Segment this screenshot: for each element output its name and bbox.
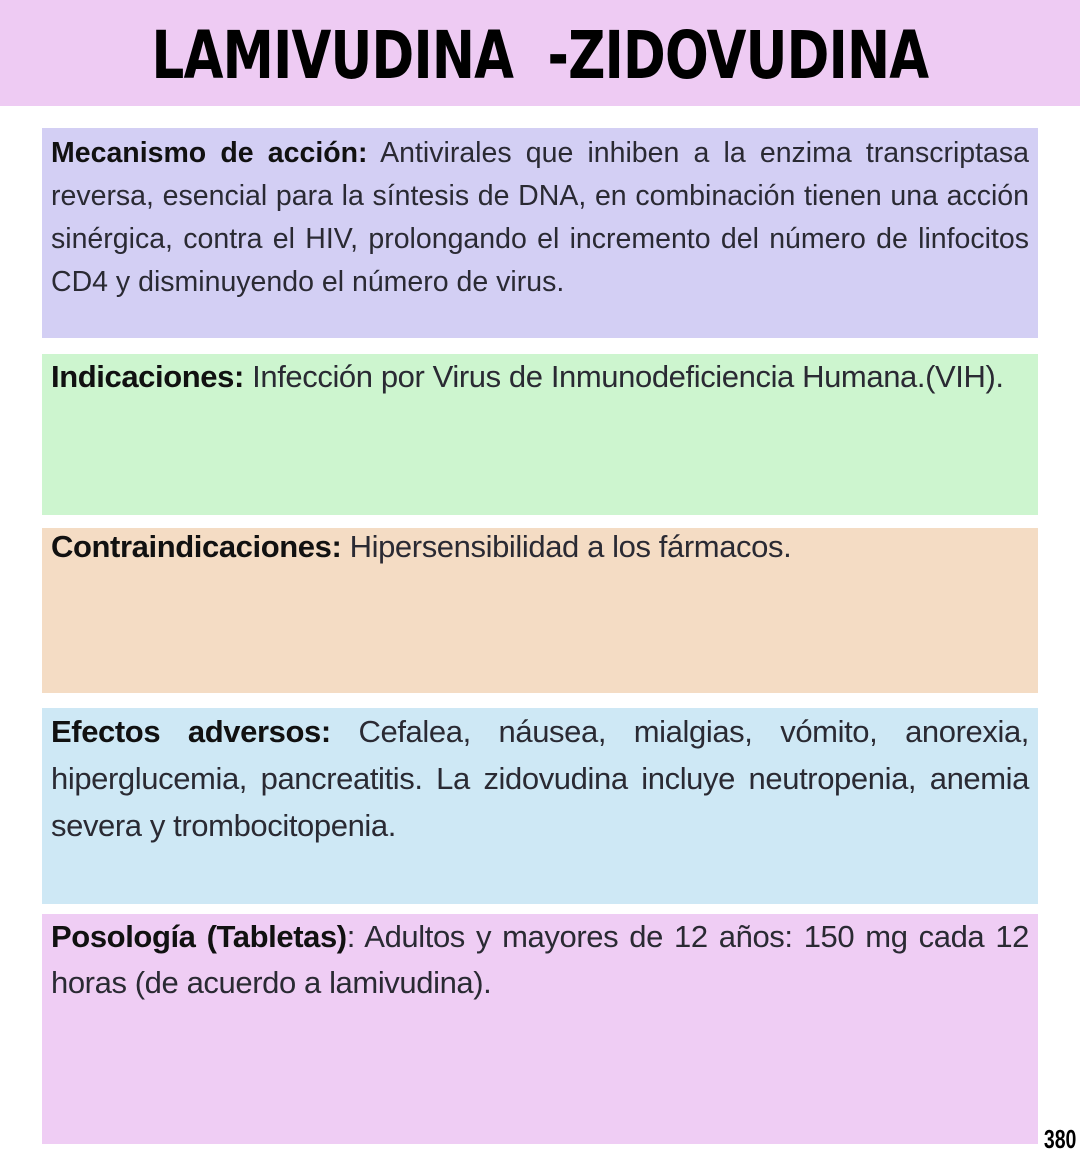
section-efectos-adversos xyxy=(42,708,1038,904)
page-number: 380 xyxy=(1043,1124,1076,1154)
page-title: LAMIVUDINA -ZIDOVUDINA xyxy=(151,16,929,94)
section-text: Infección por Virus de Inmunodeficiencia Humana.(VIH). xyxy=(243,359,1004,394)
section-indicaciones xyxy=(42,354,1038,515)
section-label: Indicaciones: xyxy=(51,359,244,394)
section-label: Posología (Tabletas) xyxy=(51,919,347,954)
title-banner xyxy=(0,0,1080,106)
section-contraindicaciones xyxy=(42,528,1038,693)
section-label: Contraindicaciones: xyxy=(51,529,342,564)
section-text: Hipersensibilidad a los fármacos. xyxy=(341,529,792,564)
section-label: Mecanismo de acción: xyxy=(51,137,368,169)
section-text: : Adultos y mayores de 12 años: 150 mg cada 12 horas (de acuerdo a lamivudina). xyxy=(51,919,1029,1000)
section-label: Efectos adversos: xyxy=(51,714,331,749)
section-text: Antivirales que inhiben a la enzima transcriptasa reversa, esencial para la síntesis de DNA, en combinación tienen una acción sinérgica, contra el HIV, prolongando el incremento del número de linfocitos CD4 y disminuyendo el número de virus. xyxy=(51,137,1030,298)
section-text: Cefalea, náusea, mialgias, vómito, anorexia, hiperglucemia, pancreatitis. La zidovudina incluye neutropenia, anemia severa y trombocitopenia. xyxy=(51,714,1029,843)
section-posologia xyxy=(42,914,1038,1144)
section-mecanismo-de-accion xyxy=(42,128,1038,338)
